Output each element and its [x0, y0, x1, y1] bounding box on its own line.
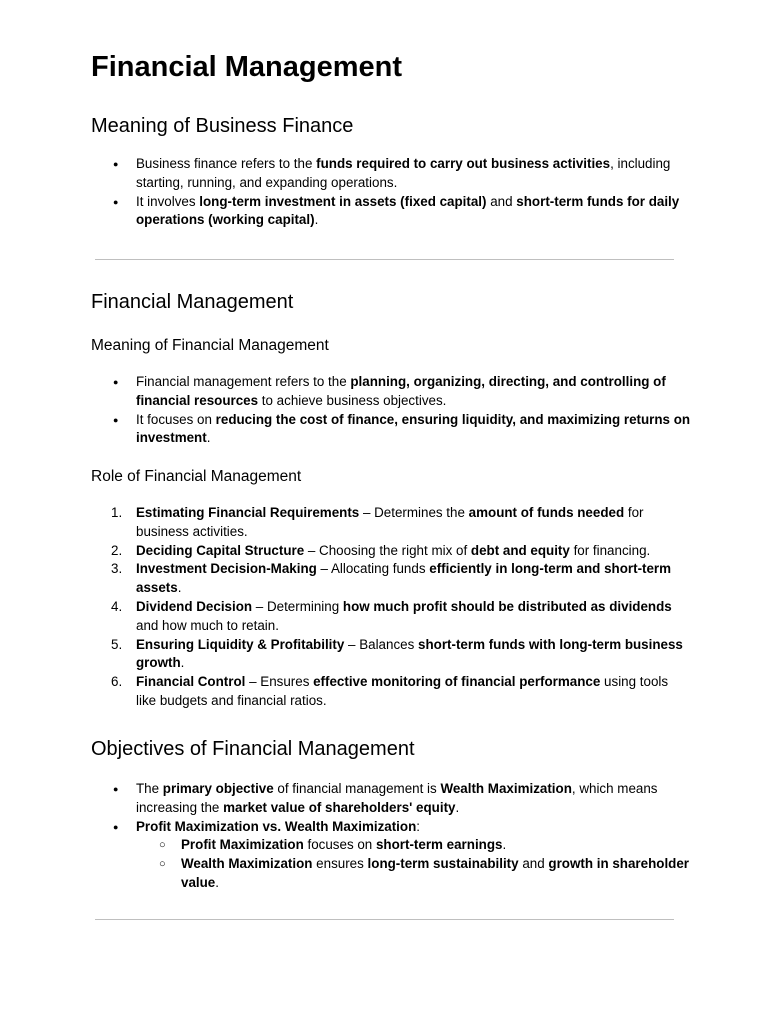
list-item: ● It focuses on reducing the cost of finance, ensuring liquidity, and maximizing returns on investment. [91, 411, 691, 449]
business-finance-list [91, 155, 691, 230]
objectives-list [91, 780, 691, 893]
sub-list [136, 836, 691, 892]
heading-role-financial-management: Role of Financial Management [91, 468, 302, 485]
heading-objectives: Objectives of Financial Management [91, 738, 415, 760]
sub-list-item: ○ Wealth Maximization ensures long-term sustainability and growth in shareholder value. [136, 855, 691, 893]
list-item: ● Financial management refers to the planning, organizing, directing, and controlling of financial resources to achieve business objectives. [91, 373, 691, 411]
sub-list-item: ○ Profit Maximization focuses on short-term earnings. [136, 836, 691, 855]
list-number: 6. [111, 674, 123, 690]
list-item: ● Profit Maximization vs. Wealth Maximization: ○ Profit Maximization focuses on short-term earnings. ○ Wealth Maximization ensures long-term sustainability and growth in shareholder value. [91, 818, 691, 893]
list-item: 1. Estimating Financial Requirements – Determines the amount of funds needed for business activities. [111, 505, 644, 539]
list-item: 3. Investment Decision-Making – Allocating funds efficiently in long-term and short-term assets. [111, 561, 672, 596]
list-item: ● The primary objective of financial management is Wealth Maximization, which means increasing the market value of shareholders' equity. [91, 780, 691, 818]
list-item: ● It involves long-term investment in assets (fixed capital) and short-term funds for daily operations (working capital). [91, 193, 691, 231]
list-number: 4. [111, 598, 123, 614]
list-item: 6. Financial Control – Ensures effective monitoring of financial performance using tools like budgets and financial ratios. [111, 674, 669, 708]
list-item: ● Business finance refers to the funds required to carry out business activities, including starting, running, and expanding operations. [91, 155, 691, 193]
section-divider [95, 259, 674, 260]
list-number: 1. [111, 505, 123, 520]
list-number: 3. [111, 561, 123, 577]
section-divider [95, 919, 674, 920]
role-list [91, 504, 691, 711]
list-item: 2. Deciding Capital Structure – Choosing the right mix of debt and equity for financing. [91, 542, 691, 561]
heading-financial-management: Financial Management [91, 291, 294, 313]
list-number: 2. [111, 542, 123, 558]
meaning-list [91, 373, 691, 448]
list-number: 5. [111, 636, 123, 652]
list-item: 4. Dividend Decision – Determining how much profit should be distributed as dividends and how much to retain. [111, 598, 672, 633]
document-title: Financial Management [91, 51, 403, 83]
heading-business-finance: Meaning of Business Finance [91, 115, 354, 137]
heading-meaning-financial-management: Meaning of Financial Management [91, 337, 329, 354]
list-item: 5. Ensuring Liquidity & Profitability – Balances short-term funds with long-term business growth. [111, 636, 683, 671]
